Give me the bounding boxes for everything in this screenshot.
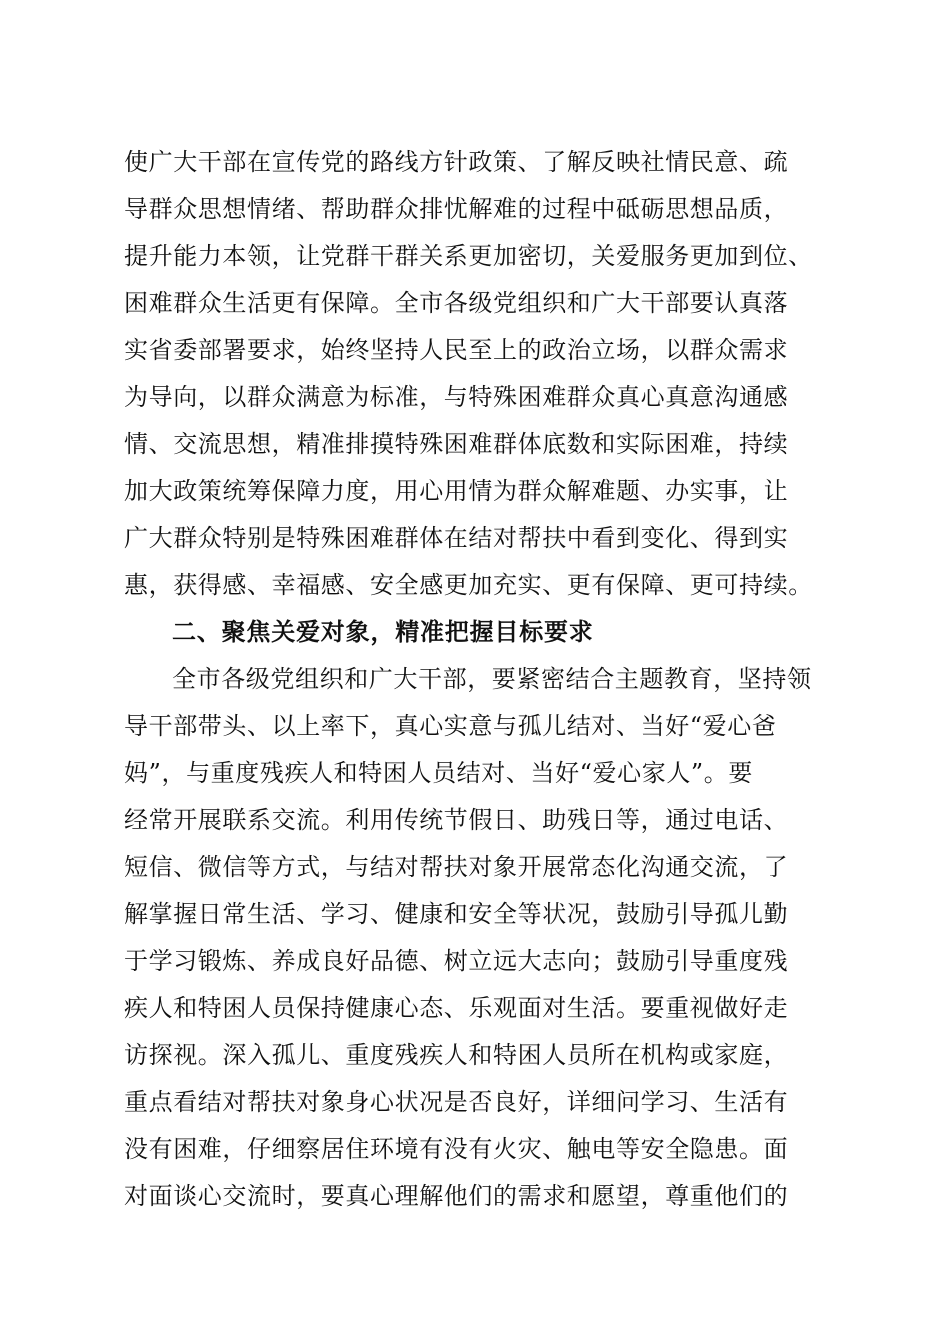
paragraph-line: 对面谈心交流时，要真心理解他们的需求和愿望，尊重他们的 <box>124 1182 789 1210</box>
paragraph-line: 导干部带头、以上率下，真心实意与孤儿结对、当好“爱心爸 <box>124 712 777 740</box>
paragraph-line: 全市各级党组织和广大干部，要紧密结合主题教育，坚持领 <box>172 665 812 693</box>
paragraph-line: 为导向，以群众满意为标准，与特殊困难群众真心真意沟通感 <box>124 383 789 411</box>
paragraph-line: 导群众思想情绪、帮助群众排忧解难的过程中砥砺思想品质， <box>124 195 789 223</box>
paragraph-line: 解掌握日常生活、学习、健康和安全等状况，鼓励引导孤儿勤 <box>124 900 789 928</box>
paragraph-line: 广大群众特别是特殊困难群体在结对帮扶中看到变化、得到实 <box>124 524 789 552</box>
section-heading: 二、聚焦关爱对象，精准把握目标要求 <box>172 618 594 646</box>
paragraph-line: 实省委部署要求，始终坚持人民至上的政治立场，以群众需求 <box>124 336 789 364</box>
paragraph-line: 重点看结对帮扶对象身心状况是否良好，详细问学习、生活有 <box>124 1088 789 1116</box>
paragraph-line: 妈”，与重度残疾人和特困人员结对、当好“爱心家人”。要 <box>124 759 754 787</box>
paragraph-line: 惠，获得感、幸福感、安全感更加充实、更有保障、更可持续。 <box>124 571 813 599</box>
paragraph-line: 情、交流思想，精准排摸特殊困难群体底数和实际困难，持续 <box>124 430 789 458</box>
paragraph-line: 访探视。深入孤儿、重度残疾人和特困人员所在机构或家庭， <box>124 1041 789 1069</box>
paragraph-line: 于学习锻炼、养成良好品德、树立远大志向；鼓励引导重度残 <box>124 947 789 975</box>
paragraph-line: 短信、微信等方式，与结对帮扶对象开展常态化沟通交流，了 <box>124 853 789 881</box>
paragraph-line: 使广大干部在宣传党的路线方针政策、了解反映社情民意、疏 <box>124 148 789 176</box>
paragraph-line: 加大政策统筹保障力度，用心用情为群众解难题、办实事，让 <box>124 477 789 505</box>
paragraph-line: 困难群众生活更有保障。全市各级党组织和广大干部要认真落 <box>124 289 789 317</box>
paragraph-line: 没有困难，仔细察居住环境有没有火灾、触电等安全隐患。面 <box>124 1135 789 1163</box>
paragraph-line: 经常开展联系交流。利用传统节假日、助残日等，通过电话、 <box>124 806 789 834</box>
paragraph-line: 提升能力本领，让党群干群关系更加密切，关爱服务更加到位、 <box>124 242 813 270</box>
paragraph-line: 疾人和特困人员保持健康心态、乐观面对生活。要重视做好走 <box>124 994 789 1022</box>
